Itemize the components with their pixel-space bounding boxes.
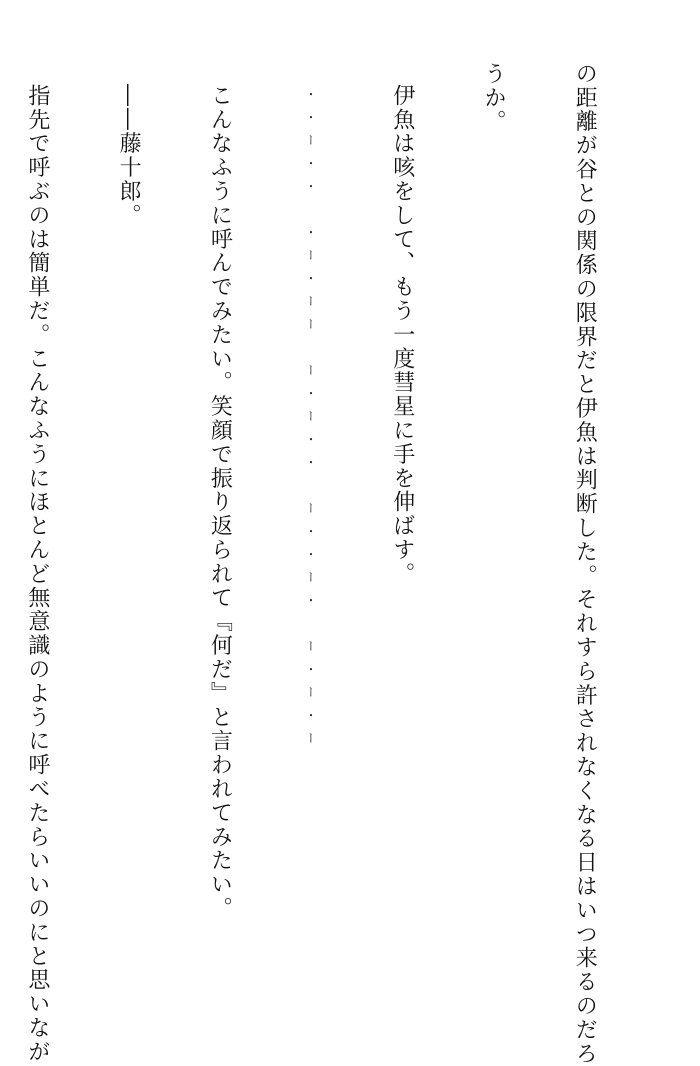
text-line: 指先で呼ぶのは簡単だ。こんなふうにほとんど無意識のように呼べたらいいのにと思いなが xyxy=(24,84,50,1064)
text-line: ――藤十郎。 xyxy=(116,84,142,228)
vertical-text-body xyxy=(0,62,660,1066)
text-line: 伊魚は咳をして、もう一度彗星に手を伸ばす。 xyxy=(389,84,415,586)
text-line: うか。 xyxy=(480,62,506,134)
text-line: こんなふうに呼んでみたい。笑顔で振り返られて『何だ』と言われてみたい。 xyxy=(207,84,233,921)
text-line: の距離が谷との関係の限界だと伊魚は判断した。それすら許されなくなる日はいつ来るのだろ xyxy=(572,62,598,1066)
morse-marks-line: ・・ー・・ ・ー・ーー ー・ー・・ ー・・ー・ ー・ー・ー xyxy=(303,88,318,755)
